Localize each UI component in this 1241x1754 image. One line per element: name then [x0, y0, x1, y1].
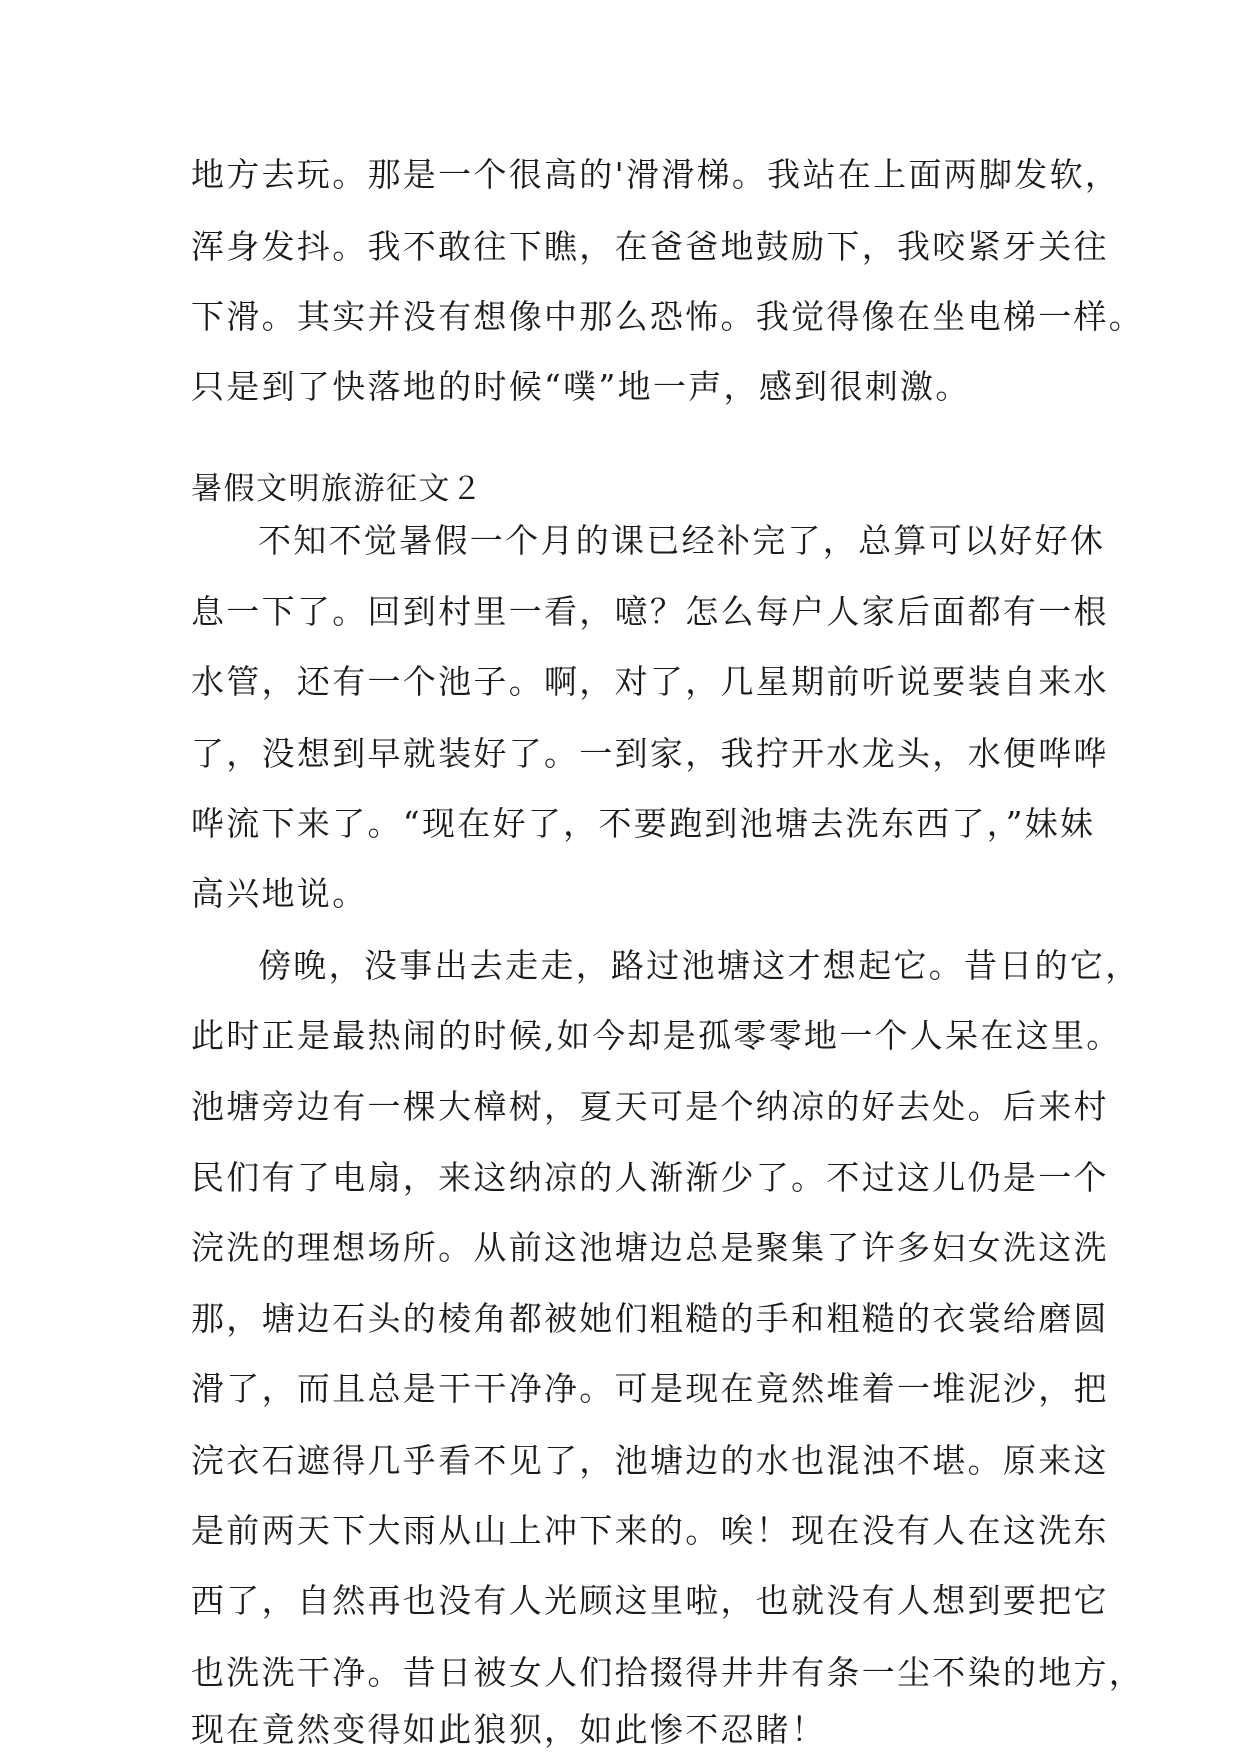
text-line: 现在竟然变得如此狼狈，如此惨不忍睹！: [191, 1710, 827, 1749]
text-line: 下滑。其实并没有想像中那么恐怖。我觉得像在坐电梯一样。: [191, 297, 1145, 336]
paragraph-first-line: 傍晚，没事出去走走，路过池塘这才想起它。昔日的它，: [258, 946, 1141, 985]
text-line: 了，没想到早就装好了。一到家，我拧开水龙头，水便哗哗: [191, 734, 1109, 773]
text-line: 水管，还有一个池子。啊，对了，几星期前听说要装自来水: [191, 662, 1109, 701]
text-line: 此时正是最热闹的时候,如今却是孤零零地一个人呆在这里。: [191, 1016, 1122, 1055]
text-line: 息一下了。回到村里一看，噫？怎么每户人家后面都有一根: [191, 592, 1109, 631]
paragraph-first-line: 不知不觉暑假一个月的课已经补完了，总算可以好好休: [258, 521, 1106, 560]
text-line: 浑身发抖。我不敢往下瞧，在爸爸地鼓励下，我咬紧牙关往: [191, 227, 1109, 266]
text-line: 只是到了快落地的时候“噗”地一声，感到很刺激。: [191, 367, 971, 406]
text-line: 滑了，而且总是干干净净。可是现在竟然堆着一堆泥沙，把: [191, 1369, 1109, 1408]
text-line: 西了，自然再也没有人光顾这里啦，也就没有人想到要把它: [191, 1581, 1109, 1620]
section-heading: 暑假文明旅游征文２: [191, 471, 484, 507]
text-line: 浣洗的理想场所。从前这池塘边总是聚集了许多妇女洗这洗: [191, 1228, 1109, 1267]
text-line: 是前两天下大雨从山上冲下来的。唉！现在没有人在这洗东: [191, 1511, 1109, 1550]
text-line: 那，塘边石头的棱角都被她们粗糙的手和粗糙的衣裳给磨圆: [191, 1299, 1109, 1338]
text-line: 高兴地说。: [191, 874, 368, 913]
text-line: 地方去玩。那是一个很高的'滑滑梯。我站在上面两脚发软，: [191, 155, 1121, 194]
text-line: 哗流下来了。“现在好了，不要跑到池塘去洗东西了，”妹妹: [191, 804, 1096, 843]
text-line: 也洗洗干净。昔日被女人们拾掇得井井有条一尘不染的地方，: [191, 1653, 1145, 1692]
text-line: 民们有了电扇，来这纳凉的人渐渐少了。不过这儿仍是一个: [191, 1158, 1109, 1197]
text-line: 浣衣石遮得几乎看不见了，池塘边的水也混浊不堪。原来这: [191, 1441, 1109, 1480]
text-line: 池塘旁边有一棵大樟树，夏天可是个纳凉的好去处。后来村: [191, 1087, 1109, 1126]
